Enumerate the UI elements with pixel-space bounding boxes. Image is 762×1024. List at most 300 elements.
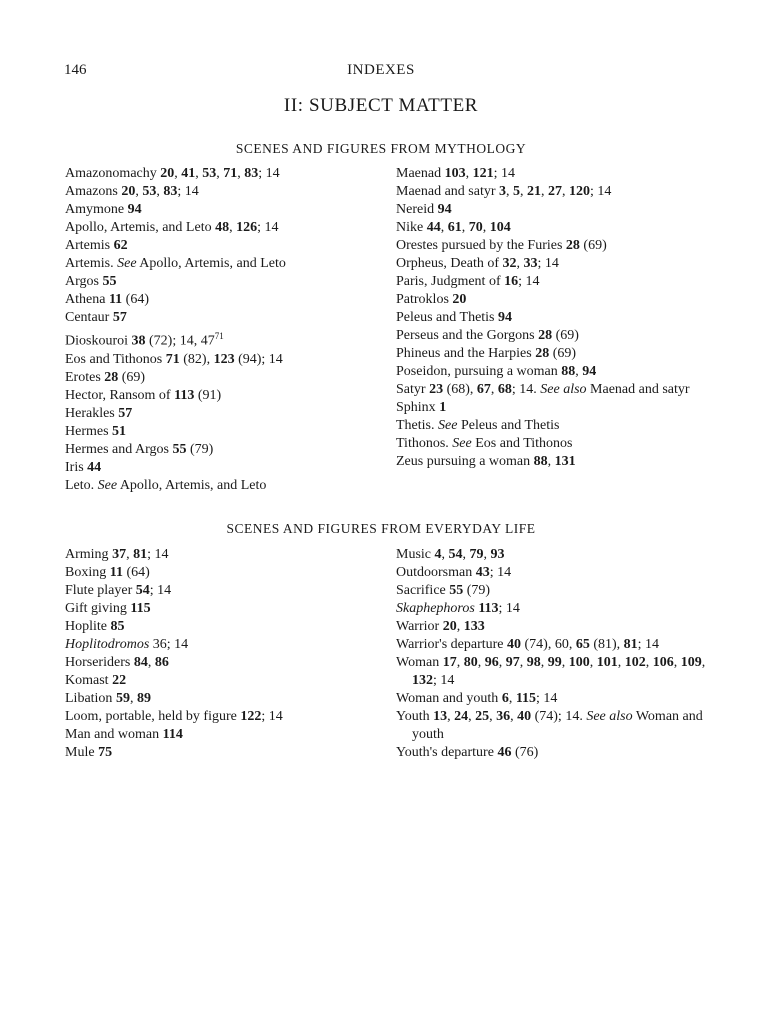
index-entry — [396, 417, 726, 435]
entry-text: (69) — [552, 328, 579, 343]
entry-text: , — [510, 709, 518, 724]
entry-text: Sacrifice — [396, 583, 450, 598]
entry-text: , — [174, 166, 182, 181]
entry-reference: 85 — [110, 619, 125, 634]
entry-text: Nike — [396, 220, 427, 235]
entry-text: Orpheus, Death of — [396, 256, 503, 271]
entry-text: Music — [396, 547, 435, 562]
entry-text: Argos — [65, 274, 103, 289]
index-entry — [65, 600, 395, 618]
index-entry — [65, 423, 395, 441]
entry-text: Flute player — [65, 583, 136, 598]
entry-reference: 53 — [202, 166, 217, 181]
index-entry — [65, 636, 395, 654]
entry-text: Iris — [65, 459, 88, 475]
index-entry — [65, 564, 395, 582]
entry-text: , — [129, 691, 137, 706]
entry-reference: 5 — [513, 184, 521, 199]
entry-reference: 40 — [517, 709, 532, 724]
entry-text: See — [117, 256, 137, 271]
entry-text: (94); 14 — [234, 351, 283, 367]
index-entry — [65, 477, 395, 495]
index-entry — [396, 327, 726, 345]
entry-reference: 100 — [568, 655, 590, 670]
entry-text: Herakles — [65, 405, 119, 421]
entry-reference: 89 — [136, 691, 151, 706]
entry-reference: 28 — [535, 346, 550, 361]
entry-reference: 51 — [112, 423, 127, 439]
entry-reference: 57 — [118, 405, 133, 421]
entry-reference: 115 — [130, 601, 151, 616]
entry-text: Dioskouroi — [65, 333, 132, 349]
index-entry — [65, 327, 395, 351]
entry-text: , — [645, 655, 653, 670]
entry-text: Orestes pursued by the Furies — [396, 238, 566, 253]
entry-text: Maenad — [396, 166, 445, 181]
entry-reference: 123 — [213, 351, 235, 367]
entry-reference: 114 — [162, 727, 183, 742]
entry-reference: 41 — [181, 166, 196, 181]
entry-reference: 6 — [501, 691, 509, 706]
index-entry — [396, 636, 726, 654]
entry-text: , — [465, 166, 473, 181]
entry-text: Woman and youth — [396, 691, 502, 706]
entry-text: , — [456, 655, 464, 670]
index-entry — [65, 405, 395, 423]
index-entry — [65, 255, 395, 273]
entry-text: See also — [586, 709, 633, 724]
entry-text: Eos and Tithonos — [471, 436, 573, 451]
index-entry — [65, 183, 395, 201]
entry-text: Skaphephoros — [396, 601, 475, 616]
page-number: 146 — [64, 62, 87, 78]
entry-reference: 55 — [172, 441, 187, 457]
entry-reference: 70 — [468, 220, 483, 235]
entry-text: (91) — [194, 387, 222, 403]
entry-text: , — [575, 364, 583, 379]
entry-reference: 20 — [442, 619, 457, 634]
mythology-left-column — [65, 165, 395, 495]
index-entry — [396, 165, 726, 183]
index-entry — [65, 369, 395, 387]
entry-text: Apollo, Artemis, and Leto — [117, 477, 267, 493]
entry-text: Eos and Tithonos — [65, 351, 166, 367]
entry-reference: 40 — [507, 637, 522, 652]
entry-text: Amymone — [65, 202, 128, 217]
entry-reference: 131 — [554, 454, 576, 469]
entry-text: , — [441, 547, 449, 562]
entry-reference: 61 — [447, 220, 462, 235]
entry-text: , — [562, 184, 570, 199]
entry-text: Apollo, Artemis, and Leto — [136, 256, 286, 271]
entry-text: Maenad and satyr — [586, 382, 690, 397]
entry-reference: 17 — [442, 655, 457, 670]
entry-text: , — [701, 655, 706, 670]
entry-text: Loom, portable, held by figure — [65, 709, 241, 724]
entry-reference: 21 — [527, 184, 542, 199]
index-entry — [65, 582, 395, 600]
entry-text: (64) — [122, 292, 149, 307]
entry-reference: 22 — [112, 673, 127, 688]
entry-text: (82), — [179, 351, 214, 367]
entry-text: , — [541, 184, 549, 199]
entry-reference: 81 — [133, 547, 148, 562]
entry-reference: 54 — [135, 583, 150, 598]
entry-text: Paris, Judgment of — [396, 274, 505, 289]
index-entry — [65, 291, 395, 309]
entry-text: , — [508, 691, 516, 706]
entry-reference: 44 — [87, 459, 102, 475]
entry-reference: 43 — [475, 565, 490, 580]
entry-text: Satyr — [396, 382, 430, 397]
index-entry — [396, 309, 726, 327]
entry-text: (79) — [186, 441, 214, 457]
entry-text: Zeus pursuing a woman — [396, 454, 534, 469]
entry-reference: 96 — [484, 655, 499, 670]
entry-text: , — [126, 547, 134, 562]
entry-reference: 88 — [561, 364, 576, 379]
entry-text: Libation — [65, 691, 116, 706]
entry-text: Poseidon, pursuing a woman — [396, 364, 562, 379]
entry-reference: 103 — [444, 166, 466, 181]
entry-reference: 13 — [433, 709, 448, 724]
entry-text: Leto. — [65, 477, 98, 493]
entry-text: , — [462, 547, 470, 562]
entry-text: 36; 14 — [149, 637, 189, 652]
entry-text: , — [520, 184, 528, 199]
entry-reference: 126 — [236, 220, 258, 235]
entry-text: ; 14 — [518, 274, 540, 289]
entry-text: , — [498, 655, 506, 670]
index-entry — [396, 237, 726, 255]
index-entry — [65, 273, 395, 291]
entry-reference: 32 — [502, 256, 517, 271]
entry-text: Apollo, Artemis, and Leto — [65, 220, 216, 235]
entry-text: Hector, Ransom of — [65, 387, 175, 403]
entry-text: ; 14 — [498, 601, 520, 616]
entry-text: ; 14 — [590, 184, 612, 199]
entry-text: , — [456, 619, 464, 634]
entry-text: Amazonomachy — [65, 166, 161, 181]
entry-text: , — [589, 655, 597, 670]
entry-text: 71 — [214, 331, 224, 341]
entry-reference: 94 — [437, 202, 452, 217]
entry-text: ; 14 — [258, 166, 280, 181]
index-entry — [396, 618, 726, 636]
entry-text: ; 14 — [489, 565, 512, 580]
entry-reference: 33 — [523, 256, 538, 271]
entry-text: , — [561, 655, 569, 670]
entry-text: Outdoorsman — [396, 565, 476, 580]
entry-reference: 1 — [439, 400, 447, 415]
entry-reference: 54 — [448, 547, 463, 562]
entry-reference: 79 — [469, 547, 484, 562]
index-entry — [396, 273, 726, 291]
entry-text: , — [461, 220, 469, 235]
entry-reference: 36 — [496, 709, 511, 724]
entry-reference: 84 — [133, 655, 148, 670]
entry-text: ; 14 — [149, 583, 172, 598]
index-entry — [396, 219, 726, 237]
entry-reference: 94 — [127, 202, 142, 217]
index-entry — [65, 654, 395, 672]
entry-text: Hoplite — [65, 619, 111, 634]
entry-reference: 98 — [526, 655, 541, 670]
entry-text: , — [516, 256, 524, 271]
index-entry — [396, 255, 726, 273]
entry-reference: 115 — [515, 691, 537, 706]
entry-reference: 113 — [174, 387, 195, 403]
entry-reference: 20 — [160, 166, 175, 181]
entry-text: Komast — [65, 673, 113, 688]
entry-text: Tithonos. — [396, 436, 453, 451]
entry-reference: 46 — [497, 745, 512, 760]
entry-text: Youth's departure — [396, 745, 498, 760]
entry-text: (68), — [443, 382, 477, 397]
entry-text: , — [540, 655, 548, 670]
entry-reference: 132 — [412, 673, 433, 688]
entry-text: Gift giving — [65, 601, 131, 616]
entry-reference: 48 — [215, 220, 230, 235]
index-entry — [65, 165, 395, 183]
entry-text: ; 14 — [257, 220, 279, 235]
entry-text: Hermes and Argos — [65, 441, 173, 457]
entry-reference: 11 — [108, 292, 123, 307]
entry-reference: 67 — [476, 382, 491, 397]
entry-text: , — [135, 184, 143, 199]
entry-text: See — [438, 418, 458, 433]
entry-reference: 80 — [463, 655, 478, 670]
entry-text: ; 14. — [511, 382, 541, 397]
entry-reference: 55 — [102, 274, 117, 289]
index-entry — [65, 744, 395, 762]
entry-text: (69) — [579, 238, 607, 253]
index-entry — [65, 672, 395, 690]
entry-reference: 59 — [115, 691, 130, 706]
mythology-right-column — [396, 165, 726, 471]
entry-reference: 23 — [429, 382, 444, 397]
entry-reference: 81 — [623, 637, 638, 652]
entry-text: ; 14 — [147, 547, 169, 562]
entry-text: (76) — [511, 745, 539, 760]
index-entry — [396, 600, 726, 618]
index-entry — [396, 381, 726, 399]
entry-text: Boxing — [65, 565, 110, 580]
entry-reference: 11 — [109, 565, 123, 580]
entry-text: Mule — [65, 745, 99, 760]
index-entry — [396, 435, 726, 453]
entry-text: Thetis. — [396, 418, 438, 433]
index-entry — [65, 618, 395, 636]
entry-reference: 104 — [489, 220, 511, 235]
index-entry — [396, 690, 726, 708]
everyday-right-column — [396, 546, 726, 762]
index-entry — [396, 708, 726, 744]
running-title: INDEXES — [347, 62, 415, 78]
entry-reference: 99 — [547, 655, 562, 670]
entry-reference: 121 — [472, 166, 494, 181]
index-entry — [396, 453, 726, 471]
entry-text: (81), — [589, 637, 624, 652]
entry-text: Amazons — [65, 184, 122, 199]
entry-text: Peleus and Thetis — [396, 310, 499, 325]
entry-text: , — [489, 709, 497, 724]
entry-reference: 109 — [680, 655, 702, 670]
entry-text: Hermes — [65, 423, 113, 439]
entry-text: Warrior — [396, 619, 443, 634]
index-entry — [65, 309, 395, 327]
entry-reference: 37 — [112, 547, 127, 562]
entry-text: Youth — [396, 709, 434, 724]
entry-text: Peleus and Thetis — [457, 418, 560, 433]
entry-reference: 25 — [475, 709, 490, 724]
entry-reference: 28 — [565, 238, 580, 253]
index-entry — [396, 654, 726, 690]
entry-text: , — [237, 166, 245, 181]
entry-text: , — [483, 547, 491, 562]
entry-reference: 28 — [104, 369, 119, 385]
entry-text: Erotes — [65, 369, 105, 385]
index-entry — [65, 726, 395, 744]
entry-text: See — [452, 436, 472, 451]
entry-reference: 120 — [569, 184, 591, 199]
entry-reference: 53 — [142, 184, 157, 199]
index-entry — [396, 582, 726, 600]
entry-text: , — [477, 655, 485, 670]
entry-reference: 27 — [548, 184, 563, 199]
entry-text: Arming — [65, 547, 113, 562]
entry-text: , — [216, 166, 224, 181]
entry-text: , — [468, 709, 476, 724]
entry-text: Athena — [65, 292, 109, 307]
entry-reference: 24 — [454, 709, 469, 724]
entry-text: Perseus and the Gorgons — [396, 328, 539, 343]
page-header — [64, 62, 698, 84]
entry-text: , — [156, 184, 164, 199]
entry-text: , — [447, 709, 455, 724]
index-entry — [65, 201, 395, 219]
index-entry — [65, 441, 395, 459]
entry-reference: 88 — [533, 454, 548, 469]
entry-reference: 122 — [240, 709, 262, 724]
index-entry — [396, 345, 726, 363]
entry-text: , — [673, 655, 681, 670]
entry-reference: 65 — [575, 637, 590, 652]
entry-reference: 28 — [538, 328, 553, 343]
index-entry — [396, 399, 726, 417]
entry-reference: 101 — [596, 655, 618, 670]
entry-reference: 16 — [504, 274, 519, 289]
entry-reference: 94 — [498, 310, 513, 325]
entry-text: Woman — [396, 655, 443, 670]
entry-text: (74), 60, — [521, 637, 576, 652]
entry-reference: 86 — [154, 655, 169, 670]
entry-text: (79) — [463, 583, 491, 598]
everyday-left-column — [65, 546, 395, 762]
entry-text: Hoplitodromos — [65, 637, 150, 652]
index-entry — [396, 201, 726, 219]
entry-reference: 133 — [463, 619, 485, 634]
entry-text: See — [97, 477, 118, 493]
entry-reference: 97 — [505, 655, 520, 670]
entry-text: Artemis. — [65, 256, 118, 271]
entry-reference: 94 — [582, 364, 597, 379]
index-entry — [65, 219, 395, 237]
section-heading-mythology: SCENES AND FIGURES FROM MYTHOLOGY — [235, 141, 527, 156]
entry-text: , — [490, 382, 498, 397]
section-heading-everyday-life: SCENES AND FIGURES FROM EVERYDAY LIFE — [226, 521, 536, 536]
entry-reference: 62 — [113, 238, 128, 253]
entry-text: Woman and youth — [412, 709, 703, 742]
entry-reference: 68 — [497, 382, 512, 397]
entry-reference: 55 — [449, 583, 464, 598]
entry-text: (64) — [122, 565, 150, 580]
entry-text: , — [195, 166, 203, 181]
index-entry — [396, 291, 726, 309]
entry-reference: 106 — [652, 655, 674, 670]
entry-text: Patroklos — [396, 292, 453, 307]
entry-reference: 75 — [98, 745, 113, 760]
page-title: II: SUBJECT MATTER — [283, 95, 479, 116]
entry-reference: 44 — [426, 220, 441, 235]
entry-text: , — [147, 655, 155, 670]
entry-text: , — [229, 220, 237, 235]
entry-text: Horseriders — [65, 655, 134, 670]
entry-text: , — [506, 184, 514, 199]
entry-reference: 4 — [434, 547, 442, 562]
entry-reference: 113 — [478, 601, 499, 616]
entry-text: ; 14 — [261, 709, 283, 724]
entry-text: (69) — [549, 346, 577, 361]
entry-reference: 38 — [131, 333, 146, 349]
entry-text: See also — [540, 382, 587, 397]
entry-text: , — [617, 655, 625, 670]
entry-text: , — [547, 454, 555, 469]
entry-text: Sphinx — [396, 400, 440, 415]
entry-text: Centaur — [65, 310, 113, 325]
entry-text: Man and woman — [65, 727, 163, 742]
index-entry — [396, 183, 726, 201]
entry-reference: 83 — [163, 184, 178, 199]
entry-text: Maenad and satyr — [396, 184, 500, 199]
entry-text: , — [482, 220, 490, 235]
index-entry — [65, 690, 395, 708]
entry-reference: 20 — [452, 292, 467, 307]
entry-reference: 71 — [165, 351, 180, 367]
entry-text: , — [519, 655, 527, 670]
index-entry — [396, 363, 726, 381]
entry-reference: 3 — [499, 184, 507, 199]
entry-text: ; 14 — [177, 184, 199, 199]
index-entry — [65, 351, 395, 369]
index-entry — [396, 546, 726, 564]
entry-text: Phineus and the Harpies — [396, 346, 536, 361]
index-entry — [65, 459, 395, 477]
entry-text: ; 14 — [537, 256, 559, 271]
index-entry — [65, 237, 395, 255]
index-entry — [65, 708, 395, 726]
entry-text: , — [440, 220, 448, 235]
entry-text: Artemis — [65, 238, 114, 253]
entry-reference: 71 — [223, 166, 238, 181]
entry-reference: 20 — [121, 184, 136, 199]
entry-text: ; 14 — [493, 166, 515, 181]
entry-text: (74); 14. — [531, 709, 587, 724]
entry-text: ; 14 — [637, 637, 660, 652]
entry-text: (72); 14, 47 — [145, 333, 215, 349]
index-entry — [396, 564, 726, 582]
entry-reference: 93 — [490, 547, 505, 562]
